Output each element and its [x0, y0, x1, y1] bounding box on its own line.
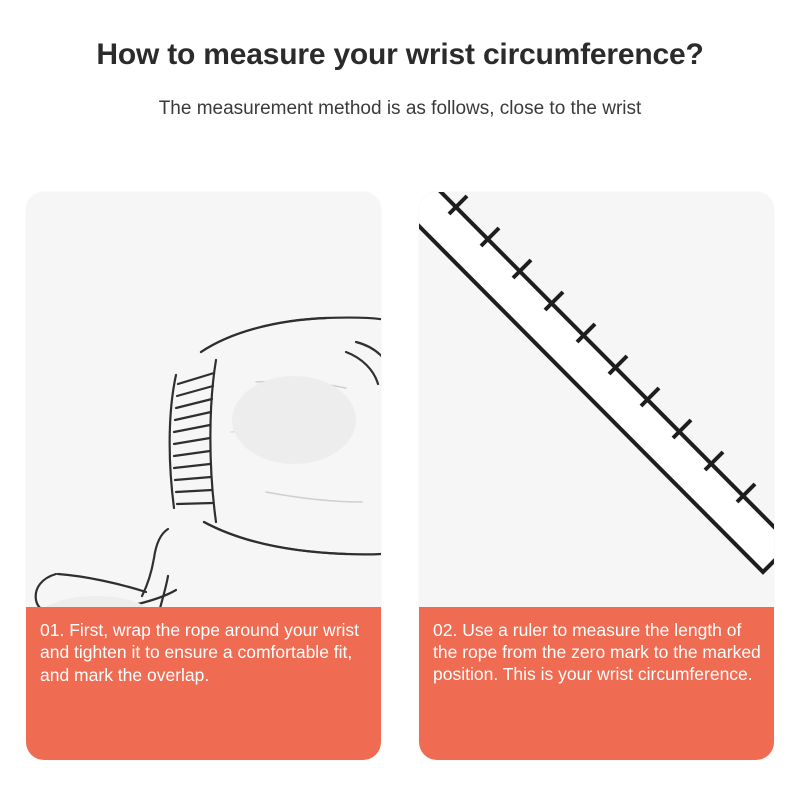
step-1-caption: 01. First, wrap the rope around your wrist and tighten it to ensure a comfortable fit, and mark the overlap.	[26, 607, 381, 760]
step-2-caption: 02. Use a ruler to measure the length of the rope from the zero mark to the marked position. This is your wrist circumference.	[419, 607, 774, 760]
step-card-2	[419, 192, 774, 760]
page-subtitle: The measurement method is as follows, close to the wrist	[158, 98, 642, 119]
step-card-1	[26, 192, 381, 760]
hand-wrapping-rope-around-wrist-illustration	[26, 192, 381, 607]
steps-container	[26, 192, 774, 760]
page-title: How to measure your wrist circumference?	[96, 38, 704, 71]
ruler-measuring-rope-illustration	[419, 192, 774, 607]
